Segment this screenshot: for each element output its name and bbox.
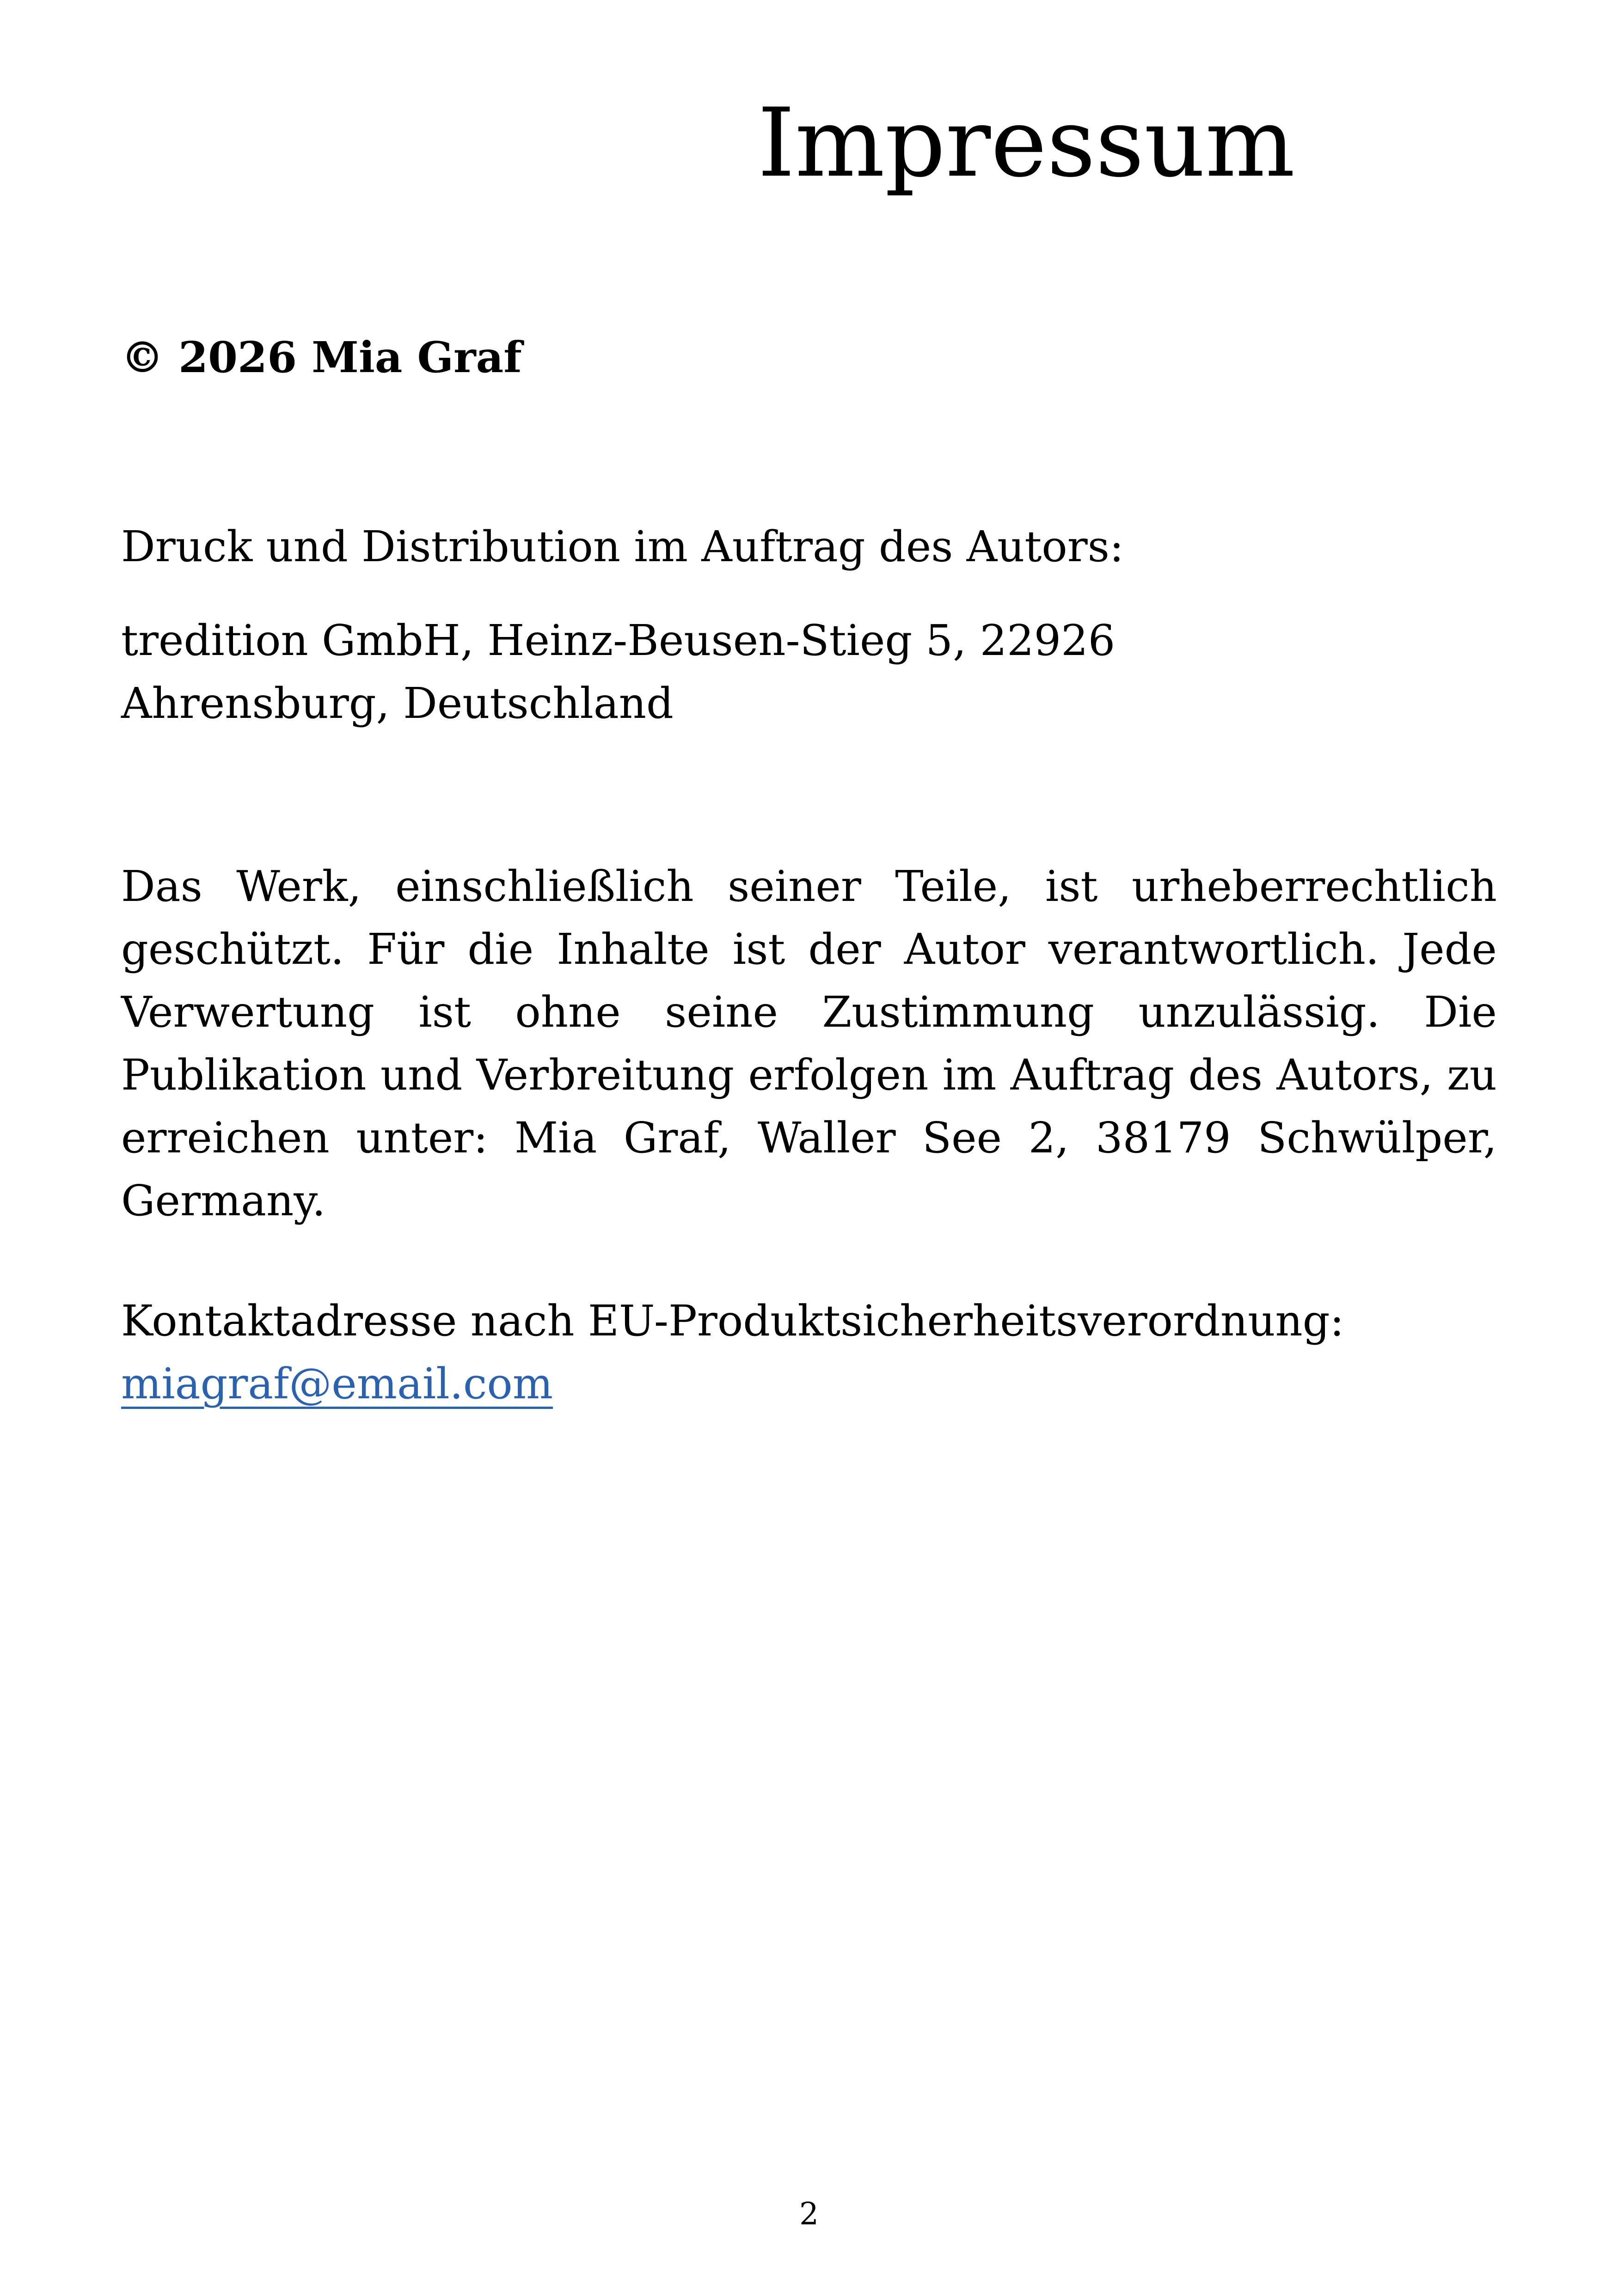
print-distribution-label: Druck und Distribution im Auftrag des Autors: <box>121 522 1124 571</box>
copyright-notice: © 2026 Mia Graf <box>121 332 522 382</box>
page-title: Impressum <box>757 88 1295 198</box>
page-number: 2 <box>799 2196 819 2232</box>
contact-label: Kontaktadresse nach EU-Produktsicherheitsverordnung: <box>121 1296 1344 1346</box>
publisher-address: tredition GmbH, Heinz-Beusen-Stieg 5, 22926 Ahrensburg, Deutschland <box>121 616 1115 728</box>
contact-email-link[interactable]: miagraf@email.com <box>121 1359 553 1408</box>
legal-notice: Das Werk, einschließlich seiner Teile, ist urheberrechtlich geschützt. Für die Inhalte ist der Autor verantwortlich. Jede Verwertung ist ohne seine Zustimmung unzulässig. Die Publikation und Verbreitung erfolgen im Auftrag des Autors, zu erreichen unter: Mia Graf, Waller See 2, 38179 Schwülper, Germany. <box>121 862 1497 1225</box>
